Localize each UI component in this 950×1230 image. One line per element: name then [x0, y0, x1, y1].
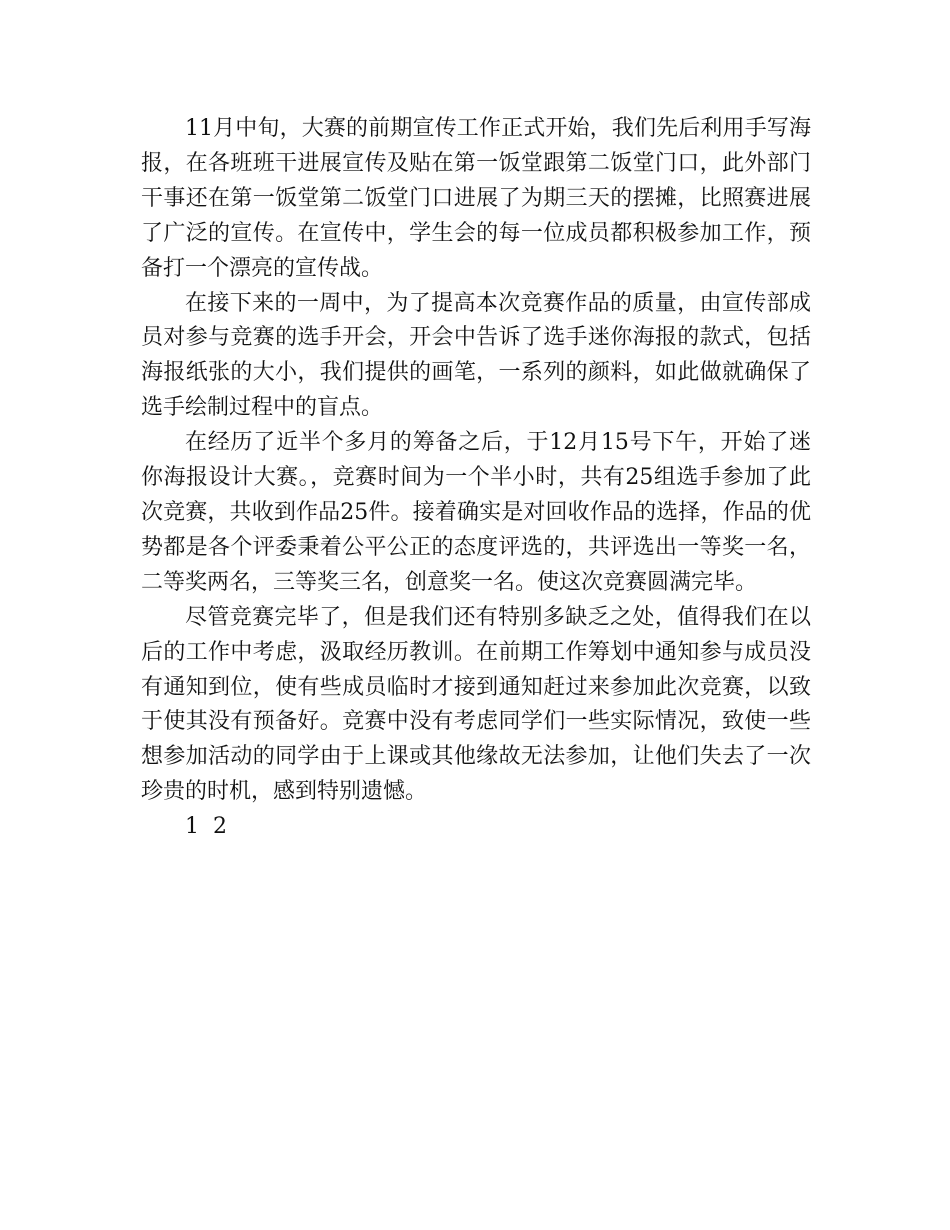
paragraph-reflection: 尽管竞赛完毕了，但是我们还有特别多缺乏之处，值得我们在以后的工作中考虑，汲取经历教训。在前期工作筹划中通知参与成员没有通知到位，使有些成员临时才接到通知赶过来参加此次竞赛，以致于使其没有预备好。竞赛中没有考虑同学们一些实际情况，致使一些想参加活动的同学由于上课或其他缘故无法参加，让他们失去了一次珍贵的时机，感到特别遗憾。: [141, 604, 811, 805]
paragraph-preparation: 在接下来的一周中，为了提高本次竞赛作品的质量，由宣传部成员对参与竞赛的选手开会，开会中告诉了选手迷你海报的款式，包括海报纸张的大小，我们提供的画笔，一系列的颜料，如此做就确保了选手绘制过程中的盲点。: [141, 290, 811, 421]
document-body: [141, 112, 811, 845]
paragraph-publicity: 11月中旬，大赛的前期宣传工作正式开始，我们先后利用手写海报，在各班班干进展宣传及贴在第一饭堂跟第二饭堂门口，此外部门干事还在第一饭堂第二饭堂门口进展了为期三天的摆摊，比照赛进展了广泛的宣传。在宣传中，学生会的每一位成员都积极参加工作，预备打一个漂亮的宣传战。: [141, 116, 811, 281]
page-numbers: 1 2: [185, 814, 227, 840]
paragraph-competition: 在经历了近半个多月的筹备之后，于12月15号下午，开始了迷你海报设计大赛。，竞赛时间为一个半小时，共有25组选手参加了此次竞赛，共收到作品25件。接着确实是对回收作品的选择，作品的优势都是各个评委秉着公平公正的态度评选的，共评选出一等奖一名，二等奖两名，三等奖三名，创意奖一名。使这次竞赛圆满完毕。: [141, 430, 811, 595]
